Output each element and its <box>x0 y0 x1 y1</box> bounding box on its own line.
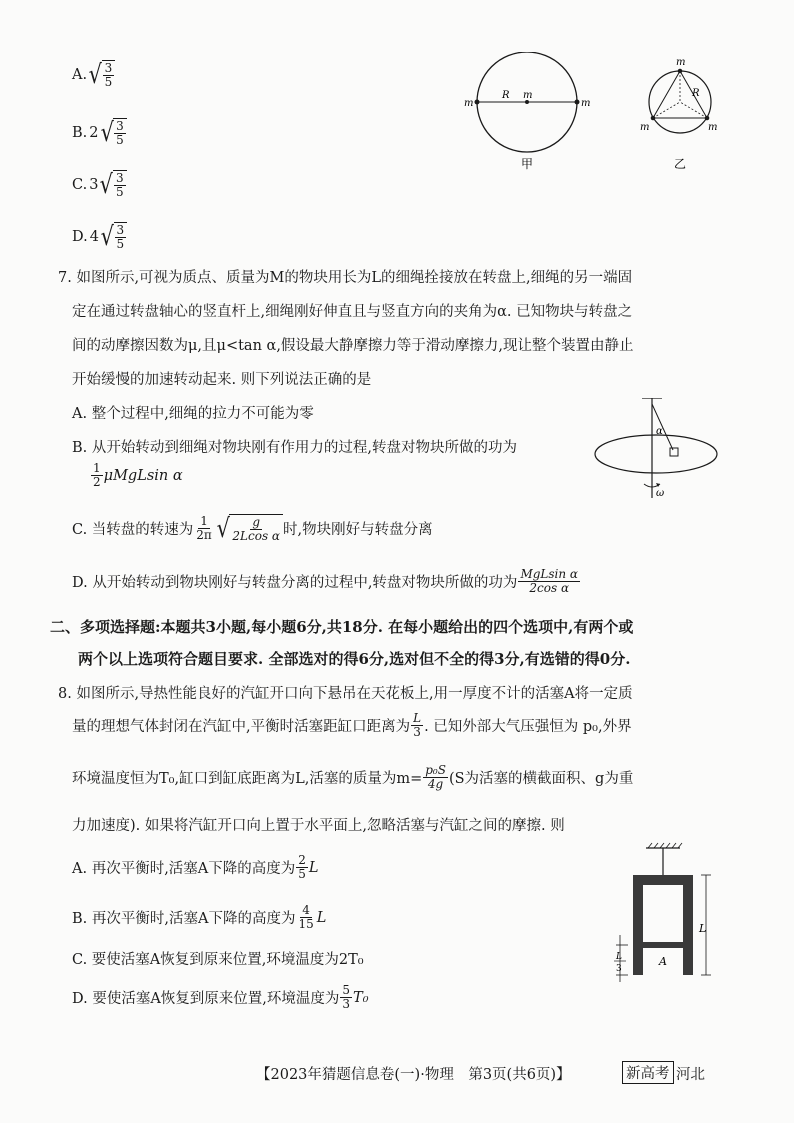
q8-option-a: A. 再次平衡时,活塞A下降的高度为 $\frac{2}{5}$ L <box>72 853 319 881</box>
sqrt-expression: √ $\frac{3}{5}$ <box>87 60 115 89</box>
label-m-left: m <box>640 122 650 133</box>
q6-option-d <box>72 222 127 251</box>
figure-yi <box>636 52 726 182</box>
q7-option-c: C. 当转盘的转速为 $\frac{1}{2\pi}$ √ $\frac{g}{\text{2Lcos α}}$ 时,物块刚好与转盘分离 <box>72 513 433 544</box>
q6-option-c <box>72 170 127 199</box>
q7-stem-line-3: 间的动摩擦因数为μ,且μ<tan α,假设最大静摩擦力等于滑动摩擦力,现让整个装置由静止 <box>72 338 634 354</box>
q7-option-a: A. 整个过程中,细绳的拉力不可能为零 <box>72 406 314 422</box>
q8-option-b: B. 再次平衡时,活塞A下降的高度为 $\frac{4}{15}$ L <box>72 903 327 931</box>
q7-option-d: D. 从开始转动到物块刚好与转盘分离的过程中,转盘对物块所做的功为 $\frac{\text{MgLsin α}}{\text{2cos α}}$ <box>72 567 579 595</box>
q7-stem-line-4: 开始缓慢的加速转动起来. 则下列说法正确的是 <box>72 372 372 388</box>
label-alpha: α <box>656 426 663 437</box>
block <box>670 448 678 456</box>
label-R: R <box>692 88 700 99</box>
label-R: R <box>502 90 510 101</box>
q8-stem-line-4: 力加速度). 如果将汽缸开口向上置于水平面上,忽略活塞与汽缸之间的摩擦. 则 <box>72 818 565 834</box>
option-letter: B. <box>72 124 88 141</box>
mass-dot-right <box>575 100 580 105</box>
q8-option-d: D. 要使活塞A恢复到原来位置,环境温度为 $\frac{5}{3}$ T₀ <box>72 983 369 1011</box>
coefficient: 4 <box>89 228 99 245</box>
sqrt-expression: √ $\frac{3}{5}$ <box>98 170 126 199</box>
turntable-disk <box>595 435 717 473</box>
q6-option-a <box>72 60 115 89</box>
option-letter: A. <box>72 66 88 83</box>
q8-option-c: C. 要使活塞A恢复到原来位置,环境温度为2T₀ <box>72 952 364 968</box>
figure-cylinder <box>606 840 726 1000</box>
label-m-right: m <box>708 122 718 133</box>
section2-header-line-2: 两个以上选项符合题目要求. 全部选对的得6分,选对但不全的得3分,有选错的得0分. <box>78 650 631 668</box>
ceiling-hatch <box>648 843 682 848</box>
sqrt-expression: √ $\frac{3}{5}$ <box>99 118 127 147</box>
q7-option-b-expression: $\frac{1}{2}$ μMgLsin α <box>93 461 183 489</box>
mass-dot-left <box>651 116 656 121</box>
coefficient: 3 <box>89 176 99 193</box>
label-m-top: m <box>676 57 686 68</box>
q7-option-b: B. 从开始转动到细绳对物块刚有作用力的过程,转盘对物块所做的功为 <box>72 440 517 456</box>
sqrt-expression: √ $\frac{3}{5}$ <box>99 222 127 251</box>
q8-stem-line-3: 环境温度恒为T₀,缸口到缸底距离为L,活塞的质量为m= $\frac{\text{p₀S}}{4g}$ (S为活塞的横截面积、g为重 <box>72 763 634 791</box>
footer-title: 【2023年猜题信息卷(一)·物理 第3页(共6页)】 <box>256 1067 571 1083</box>
caption-yi: 乙 <box>674 157 687 171</box>
mass-dot-right <box>705 116 710 121</box>
label-m-left: m <box>464 98 474 109</box>
footer-region: 河北 <box>676 1067 705 1083</box>
figure-jia <box>460 52 600 182</box>
footer-badge: 新高考 <box>622 1061 674 1084</box>
label-A: A <box>659 955 667 968</box>
coefficient: 2 <box>89 124 99 141</box>
label-L3-num: L <box>616 952 622 962</box>
figure-turntable <box>590 398 740 508</box>
mass-dot-left <box>475 100 480 105</box>
label-L3-den: 3 <box>616 964 622 974</box>
label-m-right: m <box>581 98 591 109</box>
cylinder-right-wall <box>683 875 693 975</box>
label-omega: ω <box>656 488 665 499</box>
mass-dot-top <box>678 69 683 74</box>
option-letter: D. <box>72 228 88 245</box>
caption-jia: 甲 <box>521 157 534 171</box>
piston-A <box>643 942 683 948</box>
q8-stem-line-1: 8. 如图所示,导热性能良好的汽缸开口向下悬吊在天花板上,用一厚度不计的活塞A将一定质 <box>58 686 633 702</box>
label-m-center: m <box>523 90 533 101</box>
section2-header-line-1: 二、多项选择题:本题共3小题,每小题6分,共18分. 在每小题给出的四个选项中,有两个或 <box>50 618 634 636</box>
q6-option-b <box>72 118 127 147</box>
label-L: L <box>699 922 707 935</box>
option-letter: C. <box>72 176 88 193</box>
q7-stem-line-1: 7. 如图所示,可视为质点、质量为M的物块用长为L的细绳拴接放在转盘上,细绳的另一端固 <box>58 270 633 286</box>
q7-stem-line-2: 定在通过转盘轴心的竖直杆上,细绳刚好伸直且与竖直方向的夹角为α. 已知物块与转盘之 <box>72 304 633 320</box>
q8-stem-line-2: 量的理想气体封闭在汽缸中,平衡时活塞距缸口距离为 $\frac{L}{3}$ . 已知外部大气压强恒为 p₀,外界 <box>72 711 632 739</box>
cylinder-left-wall <box>633 875 643 975</box>
